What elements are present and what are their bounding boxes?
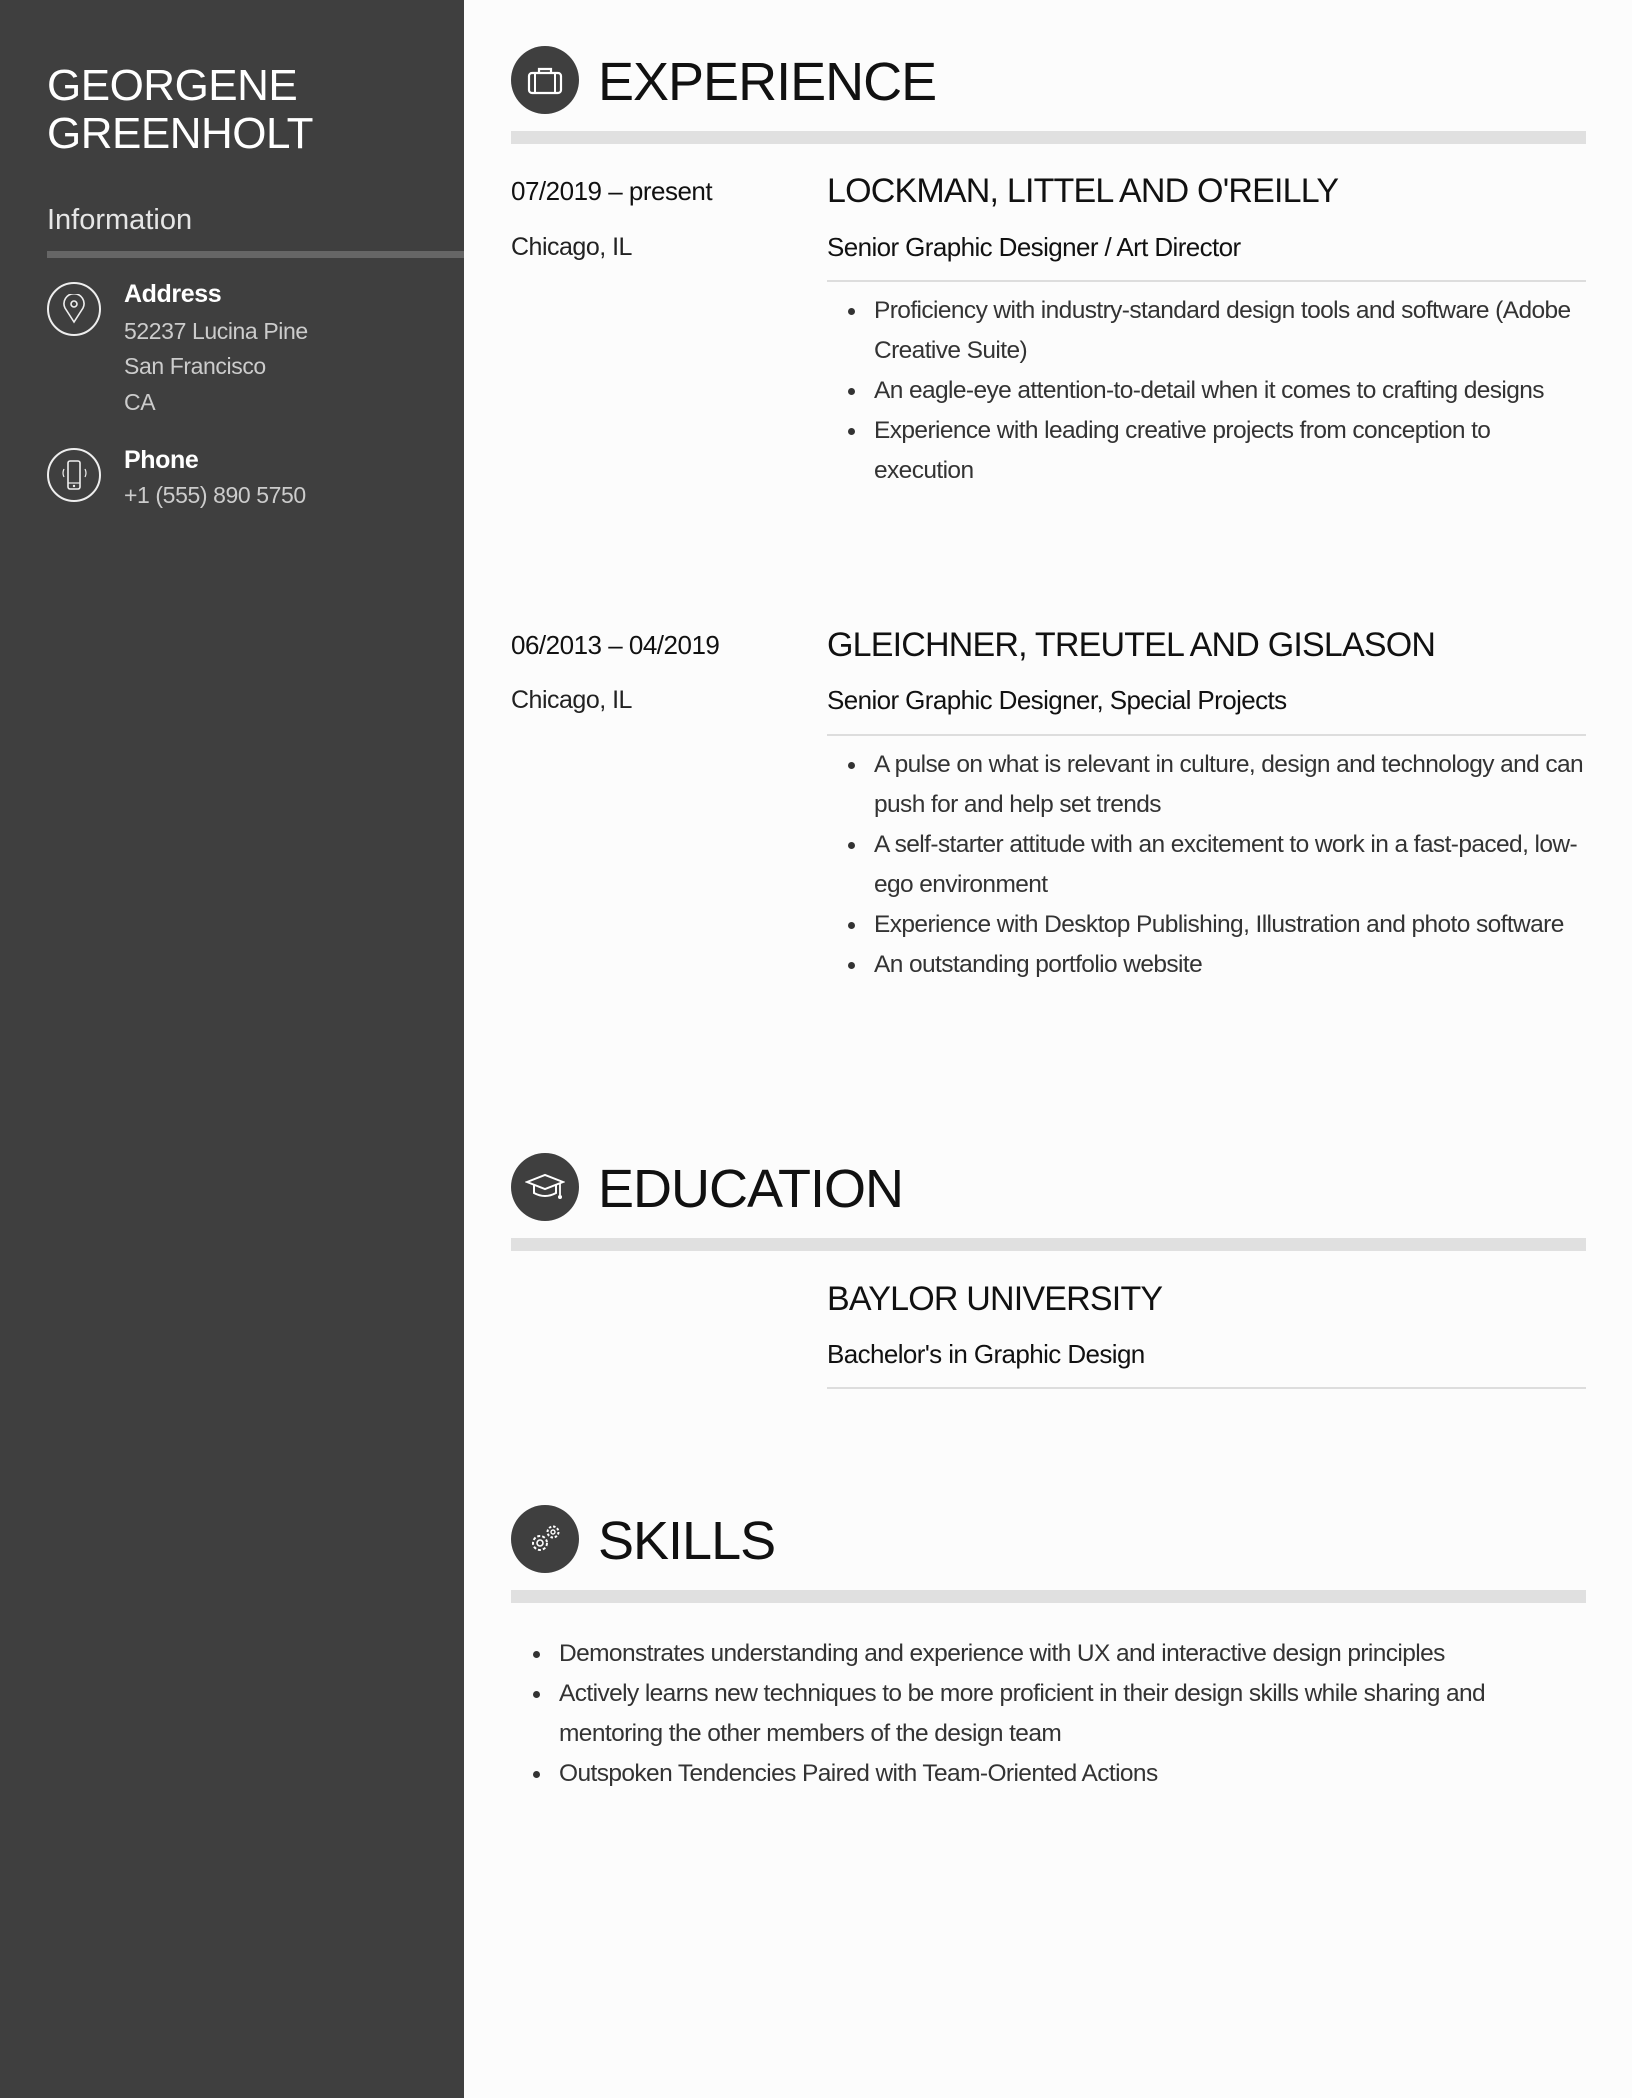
divider [827, 734, 1586, 736]
address-line: 52237 Lucina Pine [124, 318, 308, 344]
phone-number: +1 (555) 890 5750 [124, 482, 306, 508]
job-dates: 06/2013 – 04/2019 [511, 630, 720, 660]
candidate-name: GEORGENE GREENHOLT [47, 61, 314, 158]
list-item: Experience with Desktop Publishing, Illustration and photo software [848, 905, 1588, 945]
list-item: Experience with leading creative projects from conception to execution [848, 411, 1588, 491]
skills-list [533, 1634, 1593, 1794]
phone-label: Phone [124, 446, 199, 474]
briefcase-icon [511, 46, 579, 114]
list-item: A self-starter attitude with an excitement to work in a fast-paced, low-ego environment [848, 825, 1588, 905]
section-title: EXPERIENCE [598, 52, 937, 112]
job-title: Senior Graphic Designer / Art Director [827, 232, 1241, 262]
list-item: An outstanding portfolio website [848, 945, 1588, 985]
job-bullets [848, 745, 1588, 985]
list-item: Actively learns new techniques to be more proficient in their design skills while sharing and mentoring the other members of the design team [533, 1674, 1593, 1754]
degree: Bachelor's in Graphic Design [827, 1339, 1145, 1369]
company-name: GLEICHNER, TREUTEL AND GISLASON [827, 626, 1436, 664]
company-name: LOCKMAN, LITTEL AND O'REILLY [827, 172, 1339, 210]
address-line: San Francisco [124, 353, 266, 379]
list-item: Proficiency with industry-standard design tools and software (Adobe Creative Suite) [848, 291, 1588, 371]
job-bullets [848, 291, 1588, 491]
section-title: EDUCATION [598, 1159, 904, 1219]
divider [827, 280, 1586, 282]
address-line: CA [124, 389, 156, 415]
list-item: Outspoken Tendencies Paired with Team-Oriented Actions [533, 1754, 1593, 1794]
section-divider [511, 1590, 1586, 1603]
job-location: Chicago, IL [511, 686, 632, 714]
section-divider [511, 1238, 1586, 1251]
sidebar [0, 0, 464, 2098]
list-item: An eagle-eye attention-to-detail when it comes to crafting designs [848, 371, 1588, 411]
address-label: Address [124, 280, 222, 308]
information-heading: Information [47, 204, 193, 236]
section-divider [511, 131, 1586, 144]
map-pin-icon [47, 282, 101, 336]
job-dates: 07/2019 – present [511, 176, 713, 206]
section-title: SKILLS [598, 1511, 776, 1571]
list-item: Demonstrates understanding and experience with UX and interactive design principles [533, 1634, 1593, 1674]
job-location: Chicago, IL [511, 233, 632, 261]
school-name: BAYLOR UNIVERSITY [827, 1280, 1163, 1318]
gears-icon [511, 1505, 579, 1573]
job-title: Senior Graphic Designer, Special Projects [827, 685, 1287, 715]
list-item: A pulse on what is relevant in culture, design and technology and can push for and help set trends [848, 745, 1588, 825]
divider [827, 1387, 1586, 1389]
mobile-phone-icon [47, 448, 101, 502]
divider [47, 251, 464, 258]
graduation-cap-icon [511, 1153, 579, 1221]
